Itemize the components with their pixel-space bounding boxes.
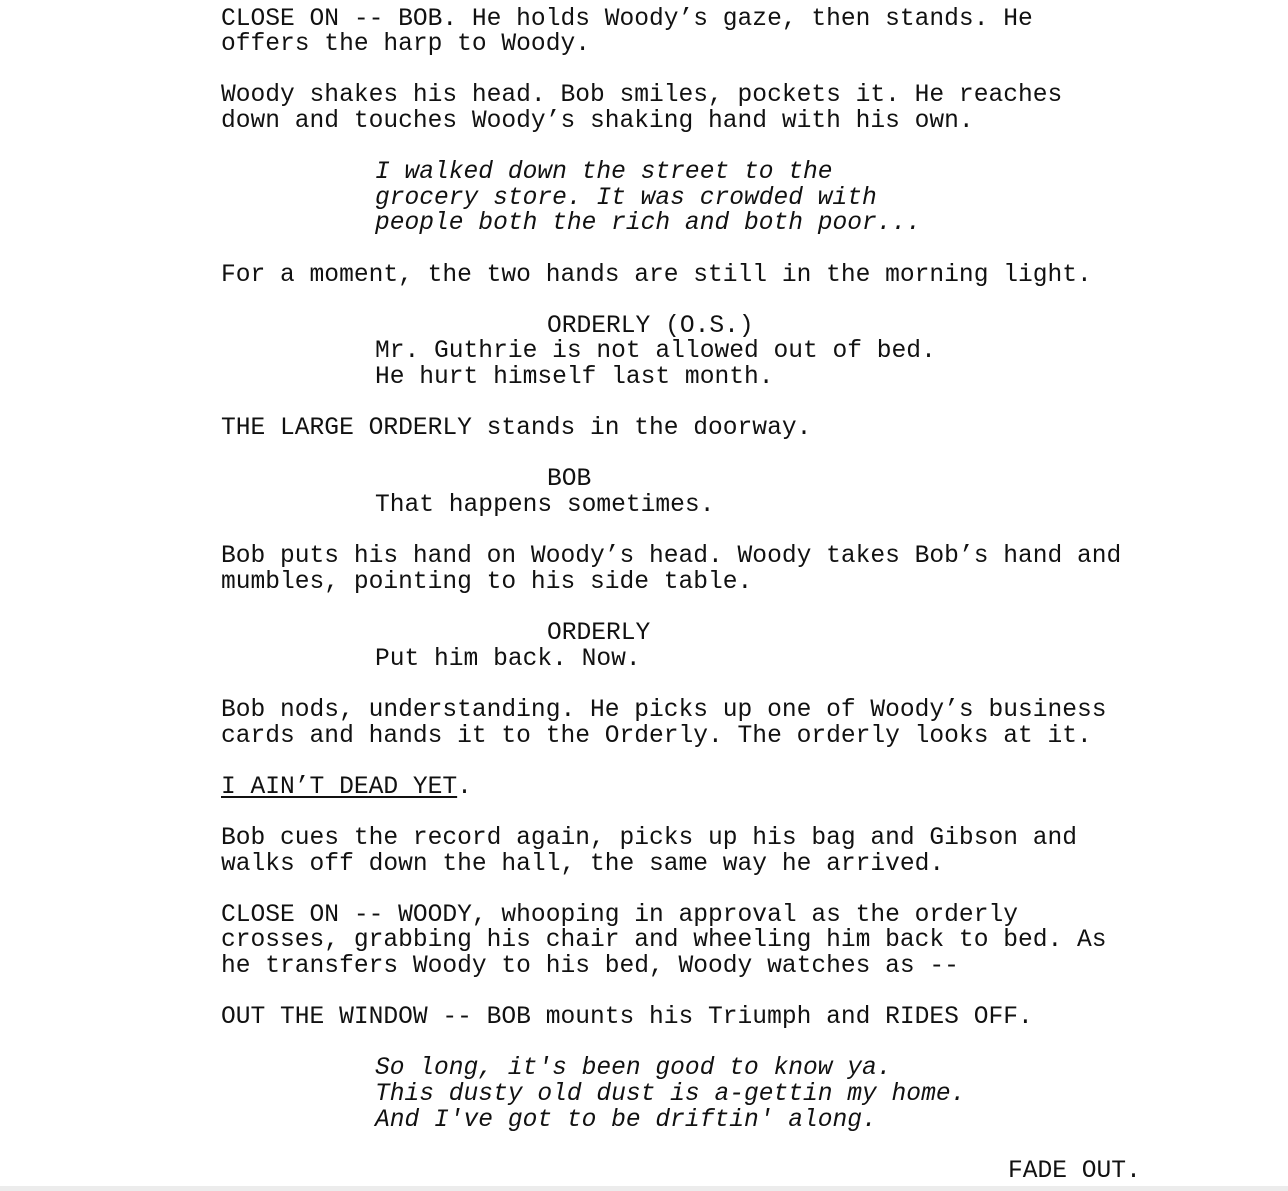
- action-line: Bob cues the record again, picks up his bag and Gibson and: [221, 825, 1078, 852]
- action-line: CLOSE ON -- WOODY, whooping in approval as the orderly: [221, 902, 1018, 929]
- action-line: CLOSE ON -- BOB. He holds Woody’s gaze, then stands. He: [221, 6, 1033, 33]
- action-line: Bob nods, understanding. He picks up one of Woody’s business: [221, 697, 1107, 724]
- action-line: mumbles, pointing to his side table.: [221, 569, 753, 596]
- action-line: offers the harp to Woody.: [221, 31, 590, 58]
- action-line: crosses, grabbing his chair and wheeling him back to bed. As: [221, 927, 1107, 954]
- action-line: walks off down the hall, the same way he arrived.: [221, 851, 945, 878]
- action-line: Woody shakes his head. Bob smiles, pockets it. He reaches: [221, 82, 1063, 109]
- action-line: Bob puts his hand on Woody’s head. Woody takes Bob’s hand and: [221, 543, 1122, 570]
- transition-fade-out: FADE OUT.: [1008, 1158, 1141, 1185]
- dialogue-line: That happens sometimes.: [375, 492, 715, 519]
- action-line: cards and hands it to the Orderly. The orderly looks at it.: [221, 723, 1092, 750]
- lyric-line: I walked down the street to the: [375, 159, 833, 186]
- character-name: ORDERLY (O.S.): [547, 313, 754, 340]
- action-line: THE LARGE ORDERLY stands in the doorway.: [221, 415, 812, 442]
- lyric-line: So long, it's been good to know ya.: [375, 1055, 892, 1082]
- character-name: ORDERLY: [547, 620, 651, 647]
- insert-line: [221, 775, 472, 801]
- dialogue-line: Mr. Guthrie is not allowed out of bed.: [375, 338, 936, 365]
- lyric-line: grocery store. It was crowded with: [375, 185, 877, 212]
- page-bottom-edge: [0, 1186, 1288, 1191]
- action-line: he transfers Woody to his bed, Woody watches as --: [221, 953, 959, 980]
- dialogue-line: He hurt himself last month.: [375, 364, 774, 391]
- dialogue-line: Put him back. Now.: [375, 646, 641, 673]
- action-line: down and touches Woody’s shaking hand with his own.: [221, 108, 974, 135]
- action-line: For a moment, the two hands are still in the morning light.: [221, 262, 1092, 289]
- lyric-line: This dusty old dust is a-gettin my home.: [375, 1081, 966, 1108]
- insert-underlined-text: I AIN’T DEAD YET: [221, 774, 458, 801]
- action-line: OUT THE WINDOW -- BOB mounts his Triumph and RIDES OFF.: [221, 1004, 1033, 1031]
- lyric-line: And I've got to be driftin' along.: [375, 1107, 877, 1134]
- character-name: BOB: [547, 466, 592, 493]
- insert-suffix: .: [457, 774, 472, 801]
- lyric-line: people both the rich and both poor...: [375, 210, 922, 237]
